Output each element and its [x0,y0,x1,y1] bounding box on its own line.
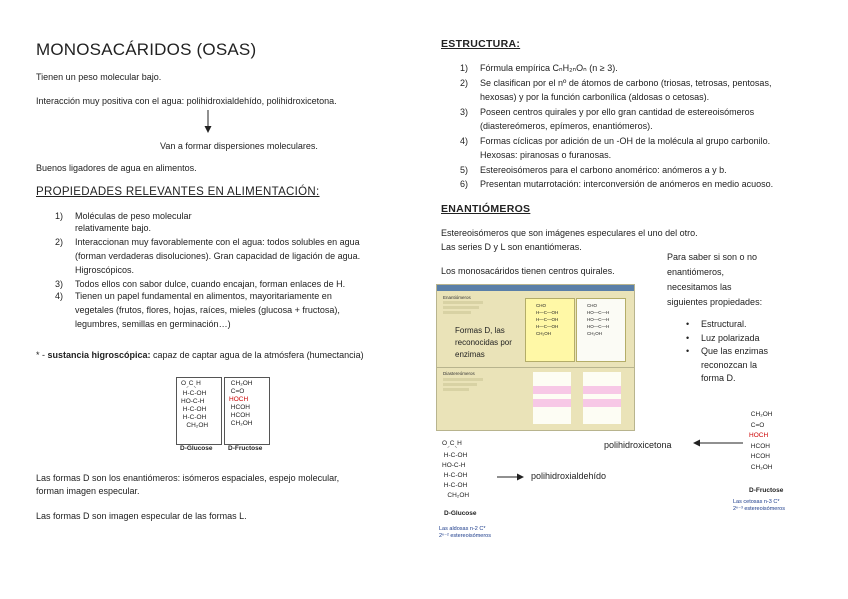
list-item: 3) Todos ellos con sabor dulce, cuando encajan, forman enlaces de H. [55,279,346,289]
d-forms-overlay: Formas D, las reconocidas por enzimas [455,326,512,359]
mirror-page-right: CHO HO—C—H HO—C—H HO—C—H CH₂OH [576,298,626,362]
intro-line-2: Interacción muy positiva con el agua: polihidroxialdehído, polihidroxicetona. [36,96,337,106]
aldose-caption: Las aldosas n-2 C* 2ⁿ⁻² estereoisómeros [439,526,491,539]
enantiomers-heading: ENANTIÓMEROS [441,203,531,215]
properties-list [55,210,360,330]
list-item: (diastereómeros, epímeros, enantiómeros). [480,121,653,131]
ketose-caption: Las cetosas n-3 C* 2ⁿ⁻³ estereoisómeros [733,499,785,512]
figure-header-bar [437,285,634,291]
list-item: 2) Interaccionan muy favorablemente con el agua: todos solubles en agua [55,237,360,247]
d-forms-line-1: Las formas D son los enantiómeros: isómeros espaciales, espejo molecular, [36,473,340,483]
list-item: • Que las enzimas [686,346,769,356]
intro-line-1: Tienen un peso molecular bajo. [36,72,162,82]
panel-divider [437,367,634,368]
d-forms-line-2: forman imagen especular. [36,486,140,496]
ligators-line: Buenos ligadores de agua en alimentos. [36,163,197,173]
diastereomer-left [533,372,571,424]
glucose-caption: D-Glucose [180,445,213,452]
list-item: 1) Fórmula empírica CₙH₂ₙOₙ (n ≥ 3). [460,63,618,73]
enantiomers-series: Las series D y L son enantiómeras. [441,242,582,252]
list-item: • Luz polarizada [686,332,760,343]
glucose-structure: $O_⸝C_⸜H$ H-C-OH HO-C-H H-C-OH H-C-OH CH₂OH D-Glucose [442,440,477,517]
list-item: 6) Presentan mutarrotación: interconversión de anómeros en medio acuoso. [460,179,774,189]
enantiomers-panel-desc [443,301,487,314]
enantiomers-def: Estereoisómeros que son imágenes especulares el uno del otro. [441,228,698,238]
list-item: 4) Formas cíclicas por adición de un -OH de la molécula al grupo carbonilo. [460,136,771,146]
left-arrow-icon [693,438,743,448]
list-item: Higroscópicos. [75,265,135,275]
enantiomers-panel-label: Enantiómeros [443,295,471,300]
d-forms-mirror-line: Las formas D son imagen especular de las formas L. [36,511,247,521]
list-item: Hexosas: piranosas o furanosas. [480,150,612,160]
diastereomer-right [583,372,621,424]
list-item: reconozcan la [701,359,758,370]
structure-list [460,62,773,190]
page-title: MONOSACÁRIDOS (OSAS) [36,40,257,59]
list-item: vegetales (frutos, flores, hojas, raíces, mieles (glucosa + fructosa), [75,305,340,315]
down-arrow-icon [203,110,213,134]
fructose-caption: D-Fructose [228,445,263,452]
glucose-label: D-Glucose [444,510,477,517]
properties-intro: Para saber si son o no enantiómeros, necesitamos las siguientes propiedades: [667,252,763,307]
list-item: 3) Poseen centros quirales y por ello gran cantidad de estereoisómeros [460,107,755,117]
fructose-label: D-Fructose [749,487,784,494]
properties-bullets [683,318,768,386]
glucose-fructose-figure [174,375,270,457]
list-item: • Estructural. [686,319,747,329]
fructose-structure-box: CH₂OH C=O HOCH HCOH HCOH CH₂OH [224,377,270,445]
list-item: forma D. [701,373,736,383]
chiral-centers: Los monosacáridos tienen centros quirales. [441,266,615,276]
list-item: 5) Estereoisómeros para el carbono anomérico: anómeros a y b. [460,165,727,175]
fructose-structure: CH₂OH C=O HOCH HCOH HCOH CH₂OH D-Fructose [749,411,784,494]
structure-heading: ESTRUCTURA: [441,38,521,50]
dispersion-line: Van a formar dispersiones moleculares. [160,141,318,151]
diastereomers-panel-desc [443,378,487,391]
list-item: relativamente bajo. [75,223,152,233]
mirror-page-left: CHO H—C—OH H—C—OH H—C—OH CH₂OH [525,298,575,362]
list-item: (forman verdaderas disoluciones). Gran capacidad de ligación de agua. [75,251,361,261]
hygroscopic-note: * - sustancia higroscópica: capaz de captar agua de la atmósfera (humectancia) [36,350,364,360]
list-item: hexosas) y por la función carbonílica (aldosas o cetosas). [480,92,710,102]
properties-heading: PROPIEDADES RELEVANTES EN ALIMENTACIÓN: [36,186,320,198]
list-item: 1) Moléculas de peso molecular [55,211,192,221]
aldehyde-label: polihidroxialdehído [531,471,607,481]
list-item: 4) Tienen un papel fundamental en alimentos, mayoritariamente en [55,291,332,301]
list-item: 2) Se clasifican por el nº de átomos de carbono (triosas, tetrosas, pentosas, [460,78,772,88]
glucose-structure-box: $O_⸝C_⸜H$ H-C-OH HO-C-H H-C-OH H-C-OH CH₂OH [176,377,222,445]
list-item: legumbres, semillas en germinación…) [75,319,231,329]
ketone-label: polihidroxicetona [604,440,672,450]
diastereomers-panel-label: Diastereómeros [443,371,475,376]
right-arrow-icon [497,472,525,482]
